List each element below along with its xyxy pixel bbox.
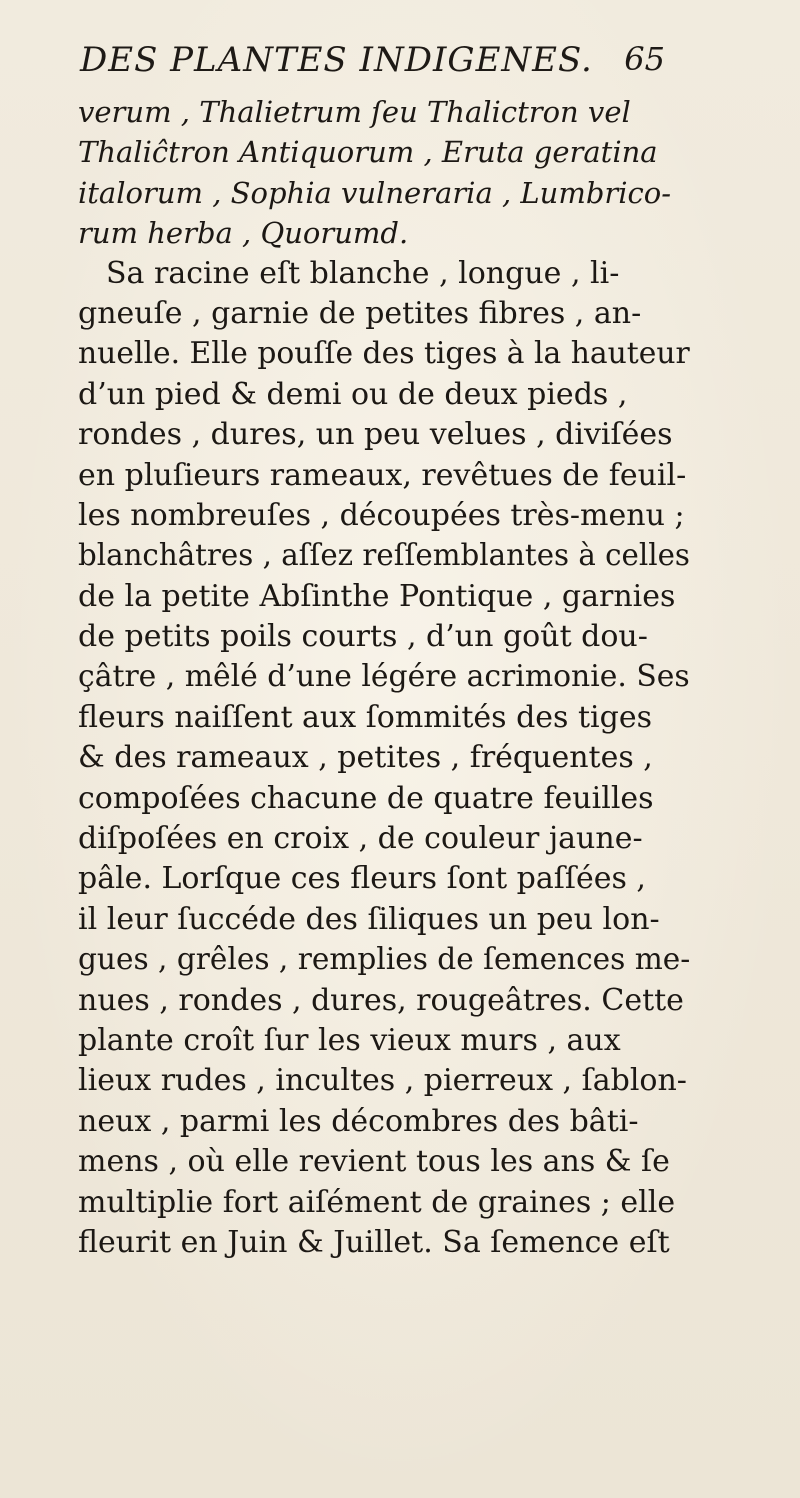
text-line: mens , où elle revient tous les ans & ſe <box>78 1144 670 1180</box>
text-line: verum , Thalietrum ſeu Thalictron vel <box>78 95 631 129</box>
text-line: de petits poils courts , d’un goût dou- <box>78 619 648 655</box>
text-line: gneuſe , garnie de petites fibres , an- <box>78 295 642 331</box>
running-head: DES PLANTES INDIGENES. <box>80 40 593 80</box>
text-line: gues , grêles , remplies de ſemences me- <box>78 942 691 978</box>
text-line: fleurs naiſſent aux ſommités des tiges <box>78 699 652 735</box>
text-line: italorum , Sophia vulneraria , Lumbrico- <box>78 175 672 210</box>
text-line: rum herba , Quorumd. <box>78 216 409 251</box>
text-line: blanchâtres , aſſez reſſemblantes à celles <box>78 538 690 574</box>
text-line: multiplie fort aiſément de graines ; elle <box>78 1184 676 1220</box>
text-line: il leur ſuccéde des ſiliques un peu lon- <box>78 901 660 937</box>
text-line: & des rameaux , petites , fréquentes , <box>78 740 653 776</box>
text-line: les nombreuſes , découpées très-menu ; <box>78 497 685 533</box>
text-line: neux , parmi les décombres des bâti- <box>78 1103 639 1139</box>
page-number: 65 <box>624 40 665 78</box>
text-line: compoſées chacune de quatre feuilles <box>78 780 654 816</box>
body-text <box>78 92 691 1263</box>
text-line: diſpoſées en croix , de couleur jaune- <box>78 821 643 857</box>
text-line: Thaliĉtron Antiquorum , Eruta geratina <box>78 135 658 170</box>
page-header <box>80 36 665 86</box>
text-line: plante croît ſur les vieux murs , aux <box>78 1022 621 1058</box>
text-line: Sa racine eſt blanche , longue , li- <box>106 255 620 291</box>
text-line: rondes , dures, un peu velues , diviſées <box>78 417 673 453</box>
text-line: en pluſieurs rameaux, revêtues de feuil- <box>78 457 687 493</box>
text-line: pâle. Lorſque ces fleurs ſont paſſées , <box>78 861 646 897</box>
text-line: nuelle. Elle pouſſe des tiges à la hauteur <box>78 336 690 372</box>
text-line: lieux rudes , incultes , pierreux , ſablon- <box>78 1063 687 1099</box>
text-line: nues , rondes , dures, rougeâtres. Cette <box>78 982 684 1018</box>
text-line: çâtre , mêlé d’une légére acrimonie. Ses <box>78 659 690 695</box>
text-line: d’un pied & demi ou de deux pieds , <box>78 376 628 412</box>
text-line: de la petite Abſinthe Pontique , garnies <box>78 578 676 614</box>
text-line: fleurit en Juin & Juillet. Sa ſemence eſt <box>78 1224 670 1260</box>
